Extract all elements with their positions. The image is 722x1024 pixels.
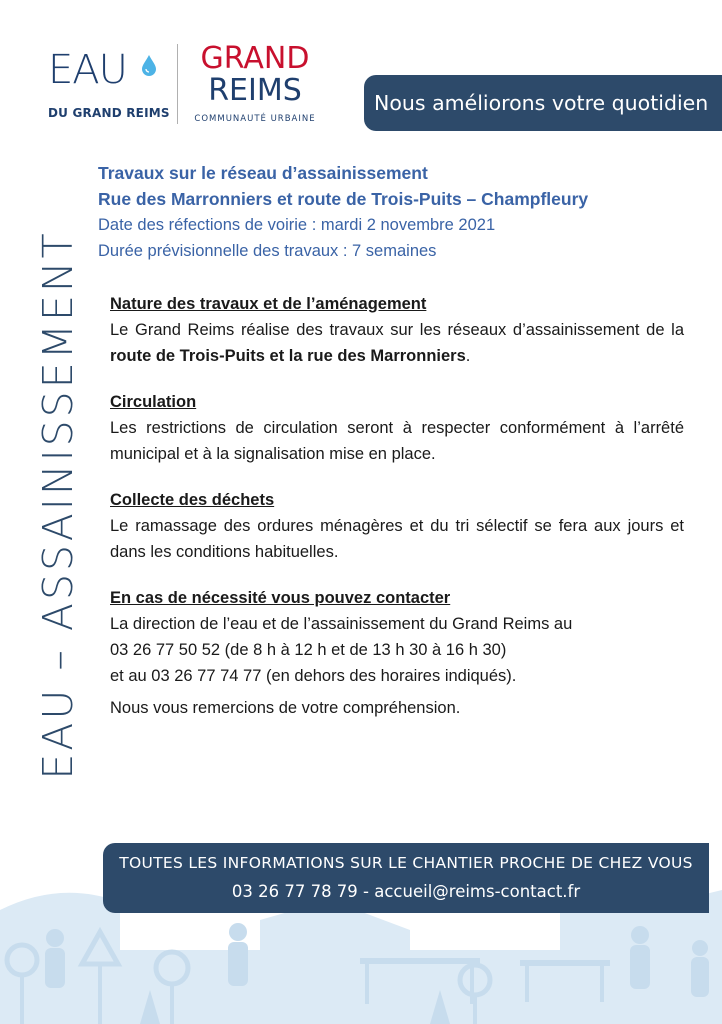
footer-contact-line: 03 26 77 78 79 - accueil@reims-contact.fr <box>231 882 581 901</box>
work-location: Rue des Marronniers et route de Trois-Puits – Champfleury <box>98 189 589 209</box>
work-date: Date des réfections de voirie : mardi 2 novembre 2021 <box>98 216 496 234</box>
section-dechets <box>110 487 684 565</box>
text-before: Le Grand Reims réalise des travaux sur les réseaux d’assainissement de la <box>110 321 684 339</box>
grand-reims-logo <box>180 41 340 134</box>
thanks-text: Nous vous remercions de votre compréhension. <box>110 699 461 717</box>
section-heading: Nature des travaux et de l’aménagement <box>110 295 427 313</box>
work-info-header <box>98 160 698 264</box>
section-text: Le ramassage des ordures ménagères et du tri sélectif se fera aux jours et dans les conditions habituelles. <box>110 517 684 561</box>
tagline-banner: Nous améliorons votre quotidien <box>364 75 722 131</box>
section-heading: Collecte des déchets <box>110 491 275 509</box>
contact-line: La direction de l’eau et de l’assainissement du Grand Reims au <box>110 615 573 633</box>
section-circulation <box>110 389 684 467</box>
contact-line: 03 26 77 50 52 (de 8 h à 12 h et de 13 h 30 à 16 h 30) <box>110 641 507 659</box>
section-heading: Circulation <box>110 393 197 411</box>
grand-reims-logo-subtitle: COMMUNAUTÉ URBAINE <box>194 114 316 124</box>
footer-info-line: TOUTES LES INFORMATIONS SUR LE CHANTIER PROCHE DE CHEZ VOUS <box>119 854 693 872</box>
logo-divider <box>177 44 178 124</box>
section-text <box>110 317 684 369</box>
grand-reims-logo-line1: GRAND <box>200 41 310 76</box>
footer-banner <box>103 843 709 913</box>
section-text: Les restrictions de circulation seront à respecter conformément à l’arrêté municipal et à la signalisation mise en place. <box>110 419 684 463</box>
eau-logo-word: EAU <box>48 47 127 93</box>
side-label: EAU – ASSAINISSEMENT <box>34 230 82 780</box>
contact-line: et au 03 26 77 74 77 (en dehors des horaires indiqués). <box>110 667 517 685</box>
grand-reims-logo-line2: REIMS <box>208 73 302 108</box>
text-after: . <box>465 347 471 365</box>
notice-body <box>110 291 684 721</box>
eau-du-grand-reims-logo <box>48 47 170 130</box>
work-duration: Durée prévisionnelle des travaux : 7 semaines <box>98 242 437 260</box>
work-title: Travaux sur le réseau d’assainissement <box>98 163 428 183</box>
section-nature <box>110 291 684 369</box>
water-drop-icon <box>140 54 158 76</box>
eau-logo-subtitle: DU GRAND REIMS <box>48 106 170 120</box>
section-contact <box>110 585 684 689</box>
logo-area <box>30 30 345 138</box>
text-bold: route de Trois-Puits et la rue des Marronniers <box>110 347 466 365</box>
section-heading: En cas de nécessité vous pouvez contacter <box>110 589 451 607</box>
